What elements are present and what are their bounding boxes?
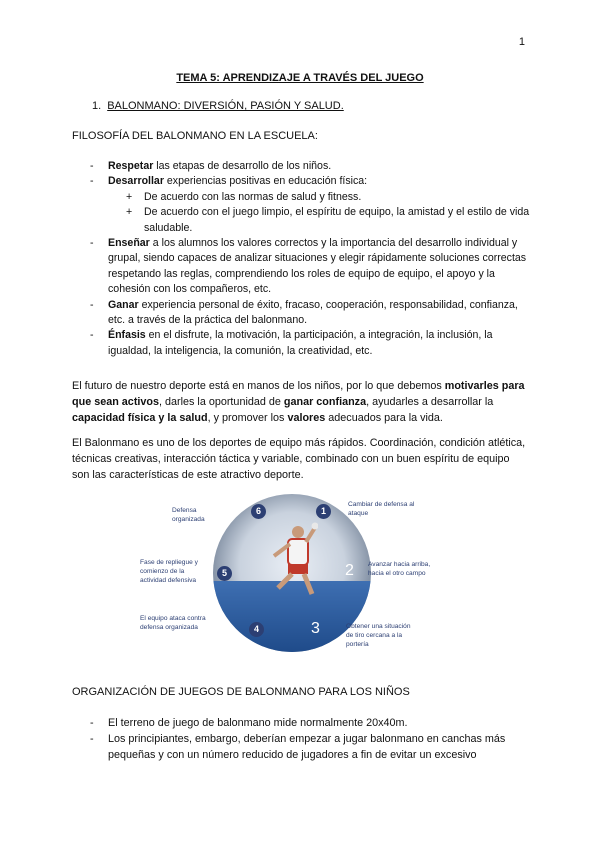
philosophy-list: [90, 159, 530, 359]
phase-1-marker: 1: [316, 504, 331, 519]
list-item-bold: Desarrollar: [108, 175, 164, 188]
paragraph-future: [72, 378, 528, 426]
section-title: BALONMANO: DIVERSIÓN, PASIÓN Y SALUD.: [107, 100, 344, 112]
phase-2-label: Avanzar hacia arriba, hacia el otro campo: [368, 561, 431, 577]
text-run: , ayudarles a desarrollar la: [366, 396, 494, 408]
list-item-bold: Enseñar: [108, 237, 150, 250]
list-item: - Los principiantes, embargo, deberían empezar a jugar balonmano en canchas más pequeñas y con un número reducido de jugadores a fin de evitar un excesivo: [90, 733, 506, 761]
organization-list: [90, 715, 530, 763]
phase-6-label: Defensa organizada: [172, 507, 205, 523]
list-item-bold: Énfasis: [108, 329, 146, 342]
page-number: 1: [518, 36, 525, 48]
list-item-text: a los alumnos los valores correctos y la importancia del desarrollo individual y grupal, siendo capaces de analizar situaciones y elegir rápidamente soluciones correctas respetando las reglas, comprendiendo los roles de equipo de equipo, el apoyo y la cohesión con los compañeros, etc.: [108, 237, 527, 296]
phase-3-marker: 3: [311, 620, 320, 637]
phase-5-marker: 5: [217, 566, 232, 581]
sub-list-text: De acuerdo con el juego limpio, el espíritu de equipo, la amistad y el estilo de vida saludable.: [144, 206, 530, 234]
phase-4-marker: 4: [249, 622, 264, 637]
phase-3-label: Obtener una situación de tiro cercana a la portería: [346, 623, 411, 648]
document-title: TEMA 5: APRENDIZAJE A TRAVÉS DEL JUEGO: [176, 72, 424, 84]
section-heading: [92, 100, 344, 112]
text-run: , darles la oportunidad de: [159, 396, 284, 408]
paragraph-handball: El Balonmano es uno de los deportes de equipo más rápidos. Coordinación, condición atlética, técnicas creativas, interacción táctica y variable, combinado con un buen espíritu de equipo son las características de este atractivo deporte.: [72, 437, 526, 481]
bold-run: motivarles para que sean activos: [72, 380, 525, 408]
list-item: - Enseñar a los alumnos los valores correctos y la importancia del desarrollo individual y grupal, siendo capaces de analizar situaciones y elegir rápidamente soluciones correctas respetando las reglas, comprendiendo los roles de equipo de equipo, el apoyo y la cohesión con los compañeros, etc.: [90, 237, 527, 296]
text-run: , y promover los: [207, 412, 288, 424]
phase-1-label: Cambiar de defensa al ataque: [348, 501, 415, 517]
list-item-text: Los principiantes, embargo, deberían empezar a jugar balonmano en canchas más pequeñas y con un número reducido de jugadores a fin de evitar un excesivo: [108, 733, 506, 761]
list-item: - Respetar las etapas de desarrollo de los niños.: [90, 160, 332, 172]
organization-heading: ORGANIZACIÓN DE JUEGOS DE BALONMANO PARA LOS NIÑOS: [72, 686, 410, 698]
phase-4-label: El equipo ataca contra defensa organizada: [140, 615, 206, 631]
list-item-text: las etapas de desarrollo de los niños.: [153, 160, 332, 172]
list-item-text: en el disfrute, la motivación, la participación, a integración, la inclusión, la igualdad, la inteligencia, la comunión, la creatividad, etc.: [108, 329, 493, 357]
list-item: - Desarrollar experiencias positivas en educación física:: [90, 175, 368, 188]
sub-list-text: De acuerdo con las normas de salud y fitness.: [144, 190, 362, 203]
list-item: - El terreno de juego de balonmano mide normalmente 20x40m.: [90, 717, 408, 729]
list-item-bold: Ganar: [108, 298, 139, 311]
philosophy-heading: FILOSOFÍA DEL BALONMANO EN LA ESCUELA:: [72, 130, 318, 142]
sub-list-item: + De acuerdo con el juego limpio, el espíritu de equipo, la amistad y el estilo de vida saludable.: [126, 206, 530, 234]
list-item-text: experiencias positivas en educación física:: [163, 175, 368, 188]
bold-run: valores: [287, 412, 326, 424]
list-item: - Énfasis en el disfrute, la motivación, la participación, a integración, la inclusión, la igualdad, la inteligencia, la comunión, la creatividad, etc.: [90, 329, 493, 357]
sub-list-item: + De acuerdo con las normas de salud y fitness.: [126, 190, 362, 203]
game-phases-graphic: [120, 494, 460, 656]
list-item-bold: Respetar: [108, 160, 154, 172]
list-item-text: experiencia personal de éxito, fracaso, cooperación, responsabilidad, confianza, etc. a través de la práctica del balonmano.: [108, 298, 518, 327]
player-illustration: [268, 522, 318, 600]
bold-run: capacidad física y la salud: [72, 412, 208, 424]
list-item-text: El terreno de juego de balonmano mide normalmente 20x40m.: [108, 717, 408, 729]
phase-5-label: Fase de repliegue y comienzo de la actividad defensiva: [140, 559, 198, 584]
phase-6-marker: 6: [251, 504, 266, 519]
bold-run: ganar confianza: [283, 396, 367, 408]
phase-2-marker: 2: [345, 562, 354, 579]
text-run: El futuro de nuestro deporte está en manos de los niños, por lo que debemos: [72, 380, 445, 392]
text-run: adecuados para la vida.: [325, 412, 443, 424]
section-number: 1.: [92, 100, 102, 112]
list-item: - Ganar experiencia personal de éxito, fracaso, cooperación, responsabilidad, confianza, etc. a través de la práctica del balonmano.: [90, 298, 518, 327]
